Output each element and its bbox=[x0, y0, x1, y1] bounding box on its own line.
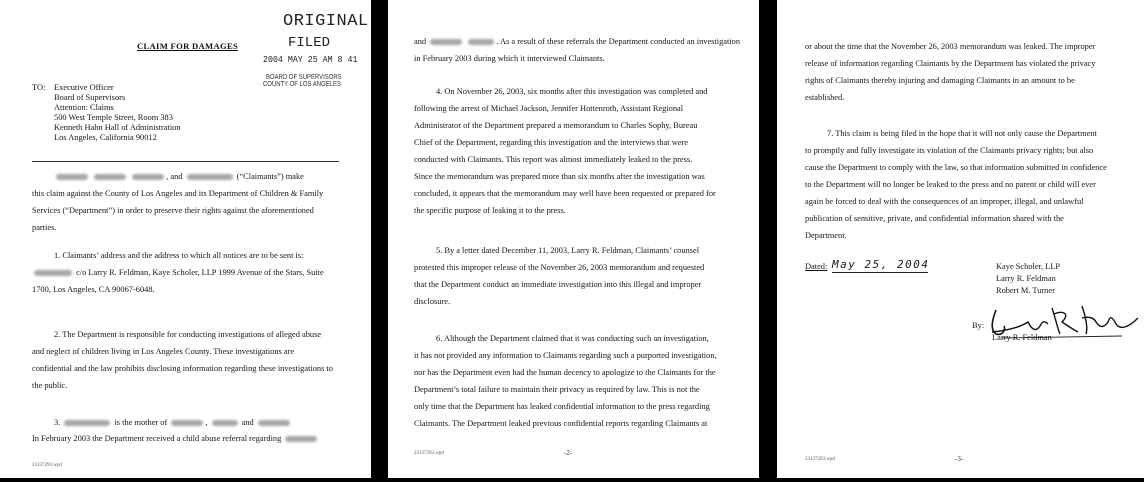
document-page-1 bbox=[0, 0, 371, 478]
file-footer: 23137293.wpd bbox=[32, 463, 62, 468]
redacted-name bbox=[285, 436, 317, 442]
continuation-line: rights of Claimants thereby injuring and damaging Claimants in an amount to be bbox=[805, 76, 1075, 85]
redacted-name bbox=[258, 420, 290, 426]
intro-line: Services (“Department”) in order to preserve their rights against the aforementioned bbox=[32, 206, 314, 215]
file-footer: 23137293.wpd bbox=[805, 457, 835, 462]
redacted-name bbox=[171, 420, 203, 426]
paragraph-7-line: 7. This claim is being filed in the hope that it will not only cause the Department bbox=[827, 129, 1097, 138]
dated-value: May 25, 2004 bbox=[832, 258, 930, 271]
paragraph-7-line: again be forced to deal with the consequences of an improper, illegal, and unlawful bbox=[805, 197, 1084, 206]
paragraph-6-line: Department’s total failure to maintain their privacy as required by law. This is not the bbox=[414, 385, 700, 394]
continuation-line: in February 2003 during which it interviewed Claimants. bbox=[414, 54, 605, 63]
redacted-name bbox=[34, 270, 72, 276]
paragraph-4-line: Since the memorandum was prepared more than six months after the investigation was bbox=[414, 172, 705, 181]
paragraph-2-line: the public. bbox=[32, 381, 68, 390]
address-line: 500 West Temple Street, Room 383 bbox=[54, 113, 173, 122]
redacted-name bbox=[64, 420, 110, 426]
firm-name: Kaye Scholer, LLP bbox=[996, 262, 1061, 271]
file-footer: 23137293.wpd bbox=[414, 451, 444, 456]
paragraph-7-line: Department. bbox=[805, 231, 847, 240]
intro-text: (“Claimants”) make bbox=[236, 172, 304, 181]
paragraph-4-line: concluded, it appears that the memorandum may well have been requested or prepared for bbox=[414, 189, 716, 198]
redacted-name bbox=[132, 174, 164, 180]
redacted-name bbox=[56, 174, 88, 180]
paragraph-5-line: disclosure. bbox=[414, 297, 451, 306]
redacted-name bbox=[94, 174, 126, 180]
paragraph-7-line: to the Department will no longer be leaked to the press and no parent or child will ever bbox=[805, 180, 1096, 189]
paragraph-3-line: 3. is the mother of , and bbox=[54, 418, 292, 428]
redacted-name bbox=[187, 174, 233, 180]
paragraph-4-line: following the arrest of Michael Jackson, Jennifer Hottenroth, Assistant Regional bbox=[414, 104, 684, 113]
stamp-original: ORIGINAL bbox=[283, 12, 369, 31]
paragraph-7-line: publication of sensitive, private, and confidential information shared with the bbox=[805, 214, 1064, 223]
paragraph-2-line: confidential and the law prohibits disclosing information regarding these investigations to bbox=[32, 364, 333, 373]
continuation-line: or about the time that the November 26, 2003 memorandum was leaked. The improper bbox=[805, 42, 1096, 51]
paragraph-4-line: 4. On November 26, 2003, six months after this investigation was completed and bbox=[436, 87, 708, 96]
address-line: Executive Officer bbox=[54, 83, 114, 92]
paragraph-6-line: nor has the Department even had the human decency to apologize to the Claimants for the bbox=[414, 368, 716, 377]
intro-line: this claim against the County of Los Angeles and its Department of Children & Family bbox=[32, 189, 324, 198]
continuation-line: and . As a result of these referrals the Department conducted an investigation bbox=[414, 37, 741, 46]
paragraph-7-line: to promptly and fully investigate its violation of the Claimants privacy rights; but also bbox=[805, 146, 1094, 155]
paragraph-1-line: 1. Claimants’ address and the address to which all notices are to be sent is: bbox=[54, 251, 304, 260]
paragraph-5-line: 5. By a letter dated December 11, 2003, Larry R. Feldman, Claimants’ counsel bbox=[436, 246, 700, 255]
intro-text: , and bbox=[166, 172, 183, 181]
dated-underline bbox=[832, 272, 928, 273]
paragraph-6-line: Claimants. The Department leaked previous confidential reports regarding Claimants at bbox=[414, 419, 708, 428]
document-title: CLAIM FOR DAMAGES bbox=[137, 41, 239, 51]
by-label: By: bbox=[972, 321, 985, 330]
continuation-line: established. bbox=[805, 93, 845, 102]
firm-attorney: Larry R. Feldman bbox=[996, 274, 1056, 283]
continuation-line: release of information regarding Claimants by the Department has violated the privacy bbox=[805, 59, 1096, 68]
dated-label: Dated: bbox=[805, 262, 828, 271]
paragraph-2-line: and neglect of children living in Los Angeles County. These investigations are bbox=[32, 347, 295, 356]
address-line: Attention: Claims bbox=[54, 103, 114, 112]
redacted-name bbox=[212, 420, 238, 426]
to-label: TO: bbox=[32, 83, 46, 92]
stamp-board-line-1: BOARD OF SUPERVISORS bbox=[266, 74, 342, 81]
paragraph-4-line: the specific purpose of leaking it to the press. bbox=[414, 206, 566, 215]
paragraph-4-line: conducted with Claimants. This report was almost immediately leaked to the press. bbox=[414, 155, 693, 164]
address-line: Los Angeles, California 90012 bbox=[54, 133, 157, 142]
stamp-filed: FILED bbox=[288, 35, 331, 51]
intro-line: parties. bbox=[32, 223, 57, 232]
paragraph-4-line: Administrator of the Department prepared a memorandum to Charles Sophy, Bureau bbox=[414, 121, 698, 130]
paragraph-2-line: 2. The Department is responsible for conducting investigations of alleged abuse bbox=[54, 330, 322, 339]
redacted-name bbox=[468, 39, 494, 45]
paragraph-6-line: it has not provided any information to Claimants regarding such a purported investigation, bbox=[414, 351, 717, 360]
paragraph-6-line: 6. Although the Department claimed that it was conducting such an investigation, bbox=[436, 334, 709, 343]
paragraph-6-line: only time that the Department has leaked confidential information to the press regarding bbox=[414, 402, 710, 411]
paragraph-1-line: c/o Larry R. Feldman, Kaye Scholer, LLP 1999 Avenue of the Stars, Suite bbox=[32, 268, 324, 278]
stamp-board-line-2: COUNTY OF LOS ANGELES bbox=[263, 81, 341, 88]
document-page-3 bbox=[777, 0, 1144, 478]
paragraph-4-line: Chief of the Department, regarding this investigation and the interviews that were bbox=[414, 138, 688, 147]
paragraph-5-line: that the Department conduct an immediate investigation into this illegal and improper bbox=[414, 280, 702, 289]
paragraph-5-line: protested this improper release of the November 26, 2003 memorandum and requested bbox=[414, 263, 705, 272]
page-number: -2- bbox=[564, 449, 573, 457]
intro-line-1 bbox=[54, 172, 304, 182]
document-page-2 bbox=[388, 0, 759, 478]
separator-rule bbox=[32, 161, 339, 162]
address-line: Kenneth Hahn Hall of Administration bbox=[54, 123, 181, 132]
paragraph-1-line: 1700, Los Angeles, CA 90067-6048. bbox=[32, 285, 155, 294]
redacted-name bbox=[430, 39, 462, 45]
stamp-date: 2004 MAY 25 AM 8 41 bbox=[263, 55, 358, 65]
page-number: -3- bbox=[955, 455, 964, 463]
paragraph-7-line: cause the Department to comply with the law, so that information submitted in confidence bbox=[805, 163, 1107, 172]
signer-name: Larry R. Feldman bbox=[992, 333, 1052, 342]
firm-attorney: Robert M. Turner bbox=[996, 286, 1055, 295]
paragraph-3-line: In February 2003 the Department received a child abuse referral regarding bbox=[32, 434, 319, 444]
address-line: Board of Supervisors bbox=[54, 93, 126, 102]
